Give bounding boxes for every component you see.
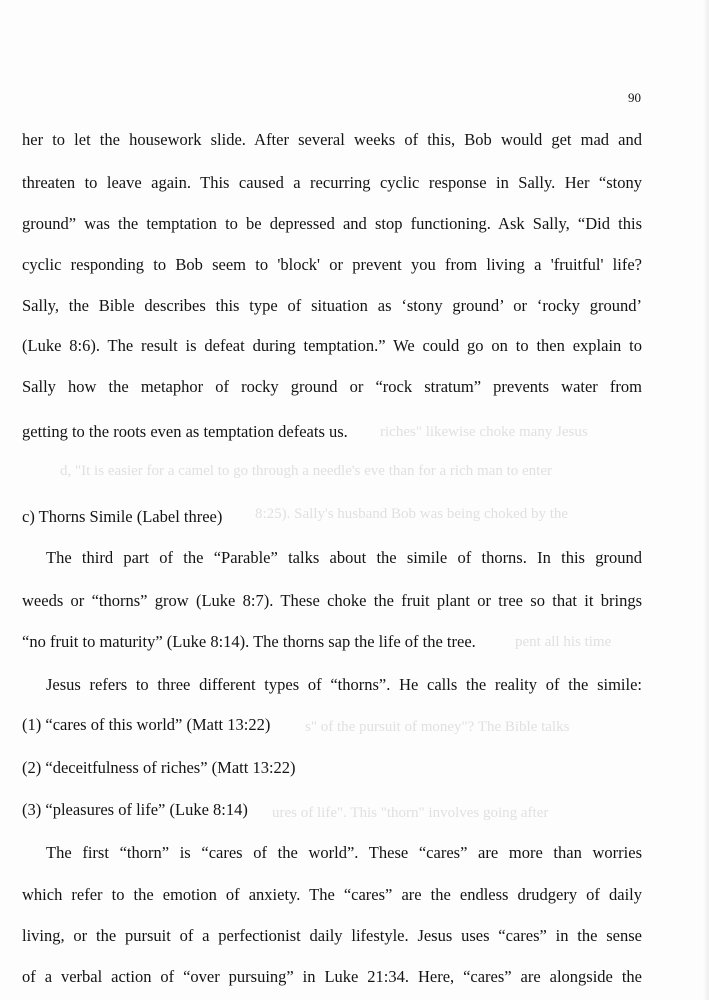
paragraph-line: which refer to the emotion of anxiety. The “cares” are the endless drudgery of daily (22, 885, 642, 904)
list-item: (1) “cares of this world” (Matt 13:22) (22, 715, 271, 734)
paragraph-line: Sally how the metaphor of rocky ground or “rock stratum” prevents water from (22, 377, 642, 396)
paragraph-line: The third part of the “Parable” talks about the simile of thorns. In this ground (46, 548, 642, 567)
page-edge-shadow (703, 0, 709, 1000)
paragraph-line: “no fruit to maturity” (Luke 8:14). The thorns sap the life of the tree. (22, 632, 476, 651)
paragraph-line: of a verbal action of “over pursuing” in Luke 21:34. Here, “cares” are alongside the (22, 967, 642, 986)
bleed-through-decoration: d, "It is easier for a camel to go through a needle's eve than for a rich man to enter (60, 463, 552, 479)
page-number: 90 (628, 90, 641, 105)
paragraph-line: ground” was the temptation to be depressed and stop functioning. Ask Sally, “Did this (22, 214, 642, 233)
bleed-through-decoration: riches" likewise choke many Jesus (380, 424, 588, 440)
paragraph-line: living, or the pursuit of a perfectionist daily lifestyle. Jesus uses “cares” in the sense (22, 926, 642, 945)
paragraph-line: cyclic responding to Bob seem to 'block' or prevent you from living a 'fruitful' life? (22, 255, 642, 274)
bleed-through-decoration: ures of life". This "thorn" involves going after (272, 805, 549, 821)
paragraph-line: The first “thorn” is “cares of the world”. These “cares” are more than worries (46, 843, 642, 862)
paragraph-line: getting to the roots even as temptation defeats us. (22, 422, 348, 441)
paragraph-line: her to let the housework slide. After several weeks of this, Bob would get mad and (22, 130, 642, 149)
bleed-through-decoration: pent all his time (515, 634, 612, 650)
paragraph-line: (Luke 8:6). The result is defeat during temptation.” We could go on to then explain to (22, 336, 642, 355)
bleed-through-decoration: s" of the pursuit of money"? The Bible talks (305, 719, 570, 735)
list-item: (2) “deceitfulness of riches” (Matt 13:22) (22, 758, 296, 777)
section-heading: c) Thorns Simile (Label three) (22, 507, 223, 526)
paragraph-line: Sally, the Bible describes this type of situation as ‘stony ground’ or ‘rocky ground’ (22, 296, 642, 315)
paragraph-line: Jesus refers to three different types of “thorns”. He calls the reality of the simile: (46, 675, 642, 694)
paragraph-line: threaten to leave again. This caused a recurring cyclic response in Sally. Her “stony (22, 173, 642, 192)
paragraph-line: weeds or “thorns” grow (Luke 8:7). These choke the fruit plant or tree so that it brings (22, 591, 642, 610)
bleed-through-decoration: 8:25). Sally's husband Bob was being choked by the (255, 506, 569, 522)
list-item: (3) “pleasures of life” (Luke 8:14) (22, 800, 248, 819)
